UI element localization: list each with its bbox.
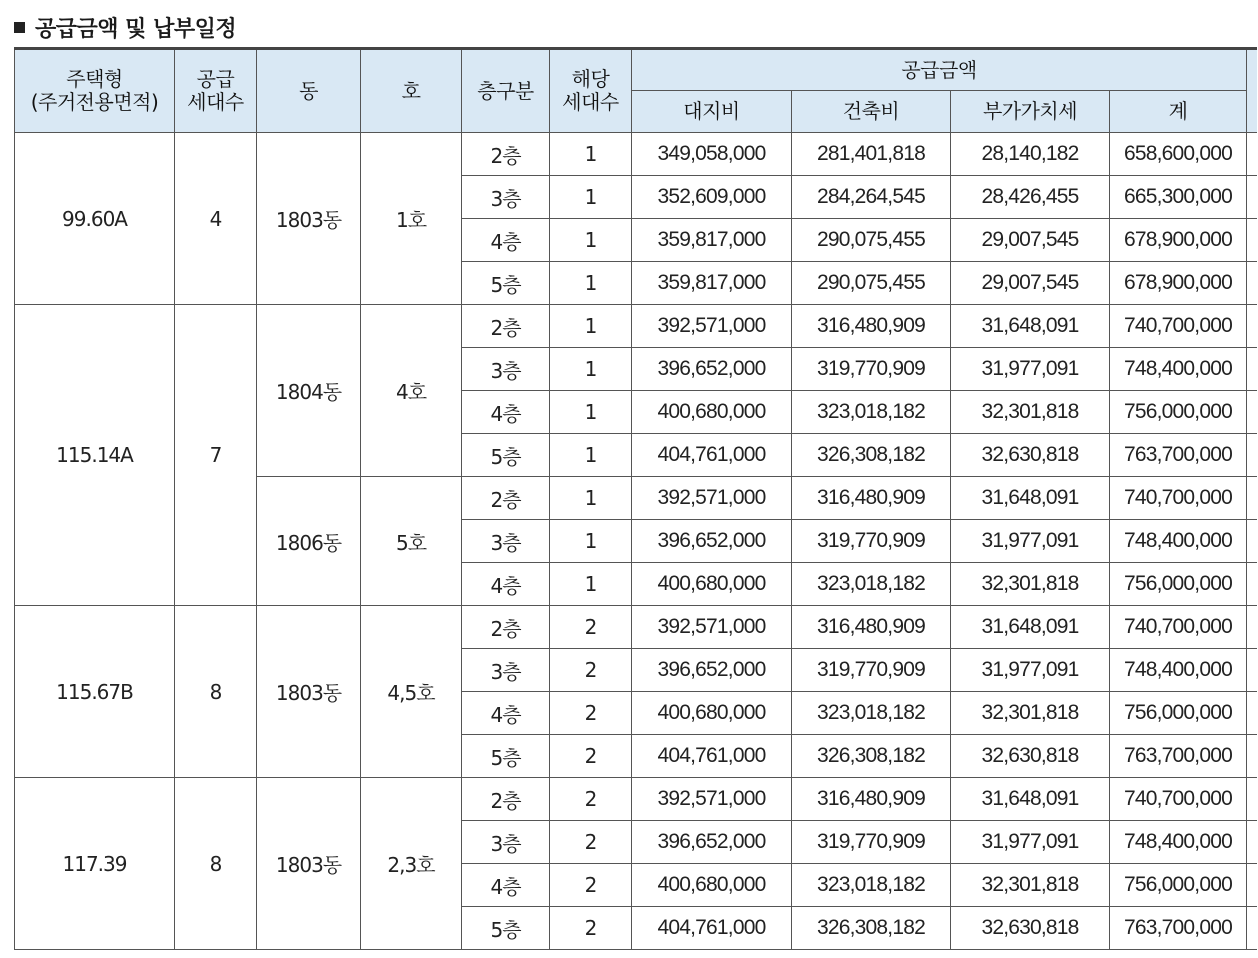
cell-building-price: 316,480,909 <box>792 477 951 520</box>
table-row <box>15 305 1257 348</box>
cell-floor: 3층 <box>462 520 550 563</box>
cell-supply-units: 7 <box>175 305 257 606</box>
cell-building-price: 323,018,182 <box>792 563 951 606</box>
cell-units: 1 <box>550 219 632 262</box>
cell-total: 763,700,000 <box>1110 735 1247 778</box>
cell-building-price: 326,308,182 <box>792 735 951 778</box>
cell-dong: 1806동 <box>257 477 361 606</box>
header-supply-units: 공급 세대수 <box>175 49 257 133</box>
cell-floor: 4층 <box>462 563 550 606</box>
cell-units: 1 <box>550 262 632 305</box>
cell-total: 748,400,000 <box>1110 649 1247 692</box>
header-building: 건축비 <box>792 91 951 133</box>
cell-supply-units: 8 <box>175 606 257 778</box>
cell-cut-column <box>1247 821 1257 864</box>
cell-land-price: 352,609,000 <box>632 176 792 219</box>
cell-floor: 3층 <box>462 821 550 864</box>
cell-floor: 2층 <box>462 305 550 348</box>
cell-ho: 4호 <box>361 305 462 477</box>
cell-total: 678,900,000 <box>1110 262 1247 305</box>
cell-building-price: 316,480,909 <box>792 606 951 649</box>
cell-total: 678,900,000 <box>1110 219 1247 262</box>
cell-total: 748,400,000 <box>1110 520 1247 563</box>
cell-cut-column <box>1247 391 1257 434</box>
cell-vat: 28,140,182 <box>951 133 1110 176</box>
header-ho: 호 <box>361 49 462 133</box>
section-title <box>14 8 236 46</box>
cell-land-price: 392,571,000 <box>632 305 792 348</box>
header-land: 대지비 <box>632 91 792 133</box>
cell-units: 2 <box>550 907 632 950</box>
header-price-group: 공급금액 <box>632 49 1247 91</box>
cell-vat: 31,648,091 <box>951 778 1110 821</box>
cell-vat: 29,007,545 <box>951 262 1110 305</box>
cell-total: 740,700,000 <box>1110 477 1247 520</box>
cell-building-price: 319,770,909 <box>792 649 951 692</box>
cell-land-price: 359,817,000 <box>632 262 792 305</box>
cell-vat: 29,007,545 <box>951 219 1110 262</box>
cell-total: 658,600,000 <box>1110 133 1247 176</box>
square-bullet-icon <box>14 22 25 33</box>
cell-cut-column <box>1247 434 1257 477</box>
cell-floor: 5층 <box>462 907 550 950</box>
cell-floor: 3층 <box>462 649 550 692</box>
cell-floor: 3층 <box>462 348 550 391</box>
cell-vat: 32,301,818 <box>951 391 1110 434</box>
cell-dong: 1804동 <box>257 305 361 477</box>
cell-vat: 32,301,818 <box>951 563 1110 606</box>
cell-ho: 4,5호 <box>361 606 462 778</box>
cell-floor: 4층 <box>462 391 550 434</box>
cell-building-price: 319,770,909 <box>792 821 951 864</box>
cell-units: 2 <box>550 649 632 692</box>
cell-total: 756,000,000 <box>1110 563 1247 606</box>
cell-building-price: 323,018,182 <box>792 692 951 735</box>
cell-land-price: 396,652,000 <box>632 821 792 864</box>
cell-total: 740,700,000 <box>1110 606 1247 649</box>
cell-vat: 32,630,818 <box>951 907 1110 950</box>
cell-land-price: 349,058,000 <box>632 133 792 176</box>
cell-land-price: 400,680,000 <box>632 864 792 907</box>
section-title-text: 공급금액 및 납부일정 <box>35 16 237 42</box>
cell-cut-column <box>1247 348 1257 391</box>
cell-units: 1 <box>550 477 632 520</box>
cell-total: 740,700,000 <box>1110 305 1247 348</box>
cell-floor: 4층 <box>462 864 550 907</box>
cell-supply-units: 8 <box>175 778 257 950</box>
cell-ho: 5호 <box>361 477 462 606</box>
cell-building-price: 326,308,182 <box>792 907 951 950</box>
cell-floor: 4층 <box>462 692 550 735</box>
cell-house-type: 117.39 <box>15 778 175 950</box>
cell-dong: 1803동 <box>257 778 361 950</box>
cell-floor: 2층 <box>462 778 550 821</box>
cell-total: 756,000,000 <box>1110 391 1247 434</box>
cell-cut-column <box>1247 864 1257 907</box>
cell-total: 665,300,000 <box>1110 176 1247 219</box>
cell-land-price: 404,761,000 <box>632 434 792 477</box>
header-floor-class: 층구분 <box>462 49 550 133</box>
cell-vat: 32,630,818 <box>951 735 1110 778</box>
cell-vat: 31,977,091 <box>951 821 1110 864</box>
cell-vat: 31,648,091 <box>951 606 1110 649</box>
cell-building-price: 316,480,909 <box>792 778 951 821</box>
header-vat: 부가가치세 <box>951 91 1110 133</box>
cell-vat: 31,977,091 <box>951 348 1110 391</box>
cell-house-type: 99.60A <box>15 133 175 305</box>
cell-cut-column <box>1247 176 1257 219</box>
cell-land-price: 392,571,000 <box>632 778 792 821</box>
cell-building-price: 316,480,909 <box>792 305 951 348</box>
cell-building-price: 290,075,455 <box>792 262 951 305</box>
cell-units: 1 <box>550 305 632 348</box>
cell-cut-column <box>1247 305 1257 348</box>
cell-building-price: 284,264,545 <box>792 176 951 219</box>
cell-cut-column <box>1247 133 1257 176</box>
cell-building-price: 323,018,182 <box>792 391 951 434</box>
cell-total: 740,700,000 <box>1110 778 1247 821</box>
cell-building-price: 326,308,182 <box>792 434 951 477</box>
cell-house-type: 115.14A <box>15 305 175 606</box>
cell-cut-column <box>1247 219 1257 262</box>
cell-land-price: 400,680,000 <box>632 391 792 434</box>
cell-floor: 2층 <box>462 477 550 520</box>
cell-land-price: 400,680,000 <box>632 692 792 735</box>
table-row <box>15 778 1257 821</box>
cell-ho: 2,3호 <box>361 778 462 950</box>
cell-units: 1 <box>550 520 632 563</box>
cell-units: 2 <box>550 692 632 735</box>
cell-dong: 1803동 <box>257 606 361 778</box>
cell-units: 2 <box>550 864 632 907</box>
cell-land-price: 396,652,000 <box>632 649 792 692</box>
header-cut-column <box>1247 49 1257 133</box>
cell-total: 763,700,000 <box>1110 907 1247 950</box>
cell-vat: 31,977,091 <box>951 649 1110 692</box>
cell-cut-column <box>1247 606 1257 649</box>
cell-dong: 1803동 <box>257 133 361 305</box>
cell-units: 1 <box>550 348 632 391</box>
cell-ho: 1호 <box>361 133 462 305</box>
cell-cut-column <box>1247 262 1257 305</box>
cell-units: 2 <box>550 778 632 821</box>
header-house-type: 주택형 (주거전용면적) <box>15 49 175 133</box>
cell-units: 1 <box>550 133 632 176</box>
cell-total: 748,400,000 <box>1110 348 1247 391</box>
cell-units: 2 <box>550 606 632 649</box>
header-dong: 동 <box>257 49 361 133</box>
cell-total: 756,000,000 <box>1110 864 1247 907</box>
cell-cut-column <box>1247 907 1257 950</box>
cell-units: 1 <box>550 391 632 434</box>
cell-floor: 2층 <box>462 606 550 649</box>
cell-units: 1 <box>550 176 632 219</box>
cell-land-price: 396,652,000 <box>632 348 792 391</box>
cell-building-price: 319,770,909 <box>792 348 951 391</box>
cell-units: 2 <box>550 735 632 778</box>
cell-units: 2 <box>550 821 632 864</box>
cell-vat: 31,648,091 <box>951 305 1110 348</box>
cell-floor: 5층 <box>462 262 550 305</box>
cell-floor: 5층 <box>462 735 550 778</box>
cell-land-price: 392,571,000 <box>632 606 792 649</box>
header-units: 해당 세대수 <box>550 49 632 133</box>
cell-cut-column <box>1247 477 1257 520</box>
cell-cut-column <box>1247 520 1257 563</box>
cell-land-price: 392,571,000 <box>632 477 792 520</box>
cell-vat: 32,301,818 <box>951 692 1110 735</box>
cell-floor: 4층 <box>462 219 550 262</box>
cell-cut-column <box>1247 692 1257 735</box>
cell-building-price: 323,018,182 <box>792 864 951 907</box>
cell-cut-column <box>1247 563 1257 606</box>
cell-building-price: 290,075,455 <box>792 219 951 262</box>
cell-land-price: 396,652,000 <box>632 520 792 563</box>
cell-vat: 32,301,818 <box>951 864 1110 907</box>
cell-land-price: 404,761,000 <box>632 907 792 950</box>
cell-floor: 2층 <box>462 133 550 176</box>
cell-cut-column <box>1247 735 1257 778</box>
cell-total: 763,700,000 <box>1110 434 1247 477</box>
cell-land-price: 359,817,000 <box>632 219 792 262</box>
cell-units: 1 <box>550 563 632 606</box>
cell-total: 756,000,000 <box>1110 692 1247 735</box>
cell-total: 748,400,000 <box>1110 821 1247 864</box>
cell-land-price: 400,680,000 <box>632 563 792 606</box>
cell-vat: 31,977,091 <box>951 520 1110 563</box>
cell-floor: 3층 <box>462 176 550 219</box>
cell-vat: 32,630,818 <box>951 434 1110 477</box>
cell-cut-column <box>1247 649 1257 692</box>
supply-price-table <box>14 47 1257 950</box>
cell-house-type: 115.67B <box>15 606 175 778</box>
header-total: 계 <box>1110 91 1247 133</box>
cell-vat: 31,648,091 <box>951 477 1110 520</box>
cell-cut-column <box>1247 778 1257 821</box>
cell-building-price: 281,401,818 <box>792 133 951 176</box>
cell-land-price: 404,761,000 <box>632 735 792 778</box>
table-row <box>15 606 1257 649</box>
cell-supply-units: 4 <box>175 133 257 305</box>
cell-building-price: 319,770,909 <box>792 520 951 563</box>
cell-units: 1 <box>550 434 632 477</box>
table-row <box>15 133 1257 176</box>
table-body <box>15 133 1257 950</box>
cell-vat: 28,426,455 <box>951 176 1110 219</box>
cell-floor: 5층 <box>462 434 550 477</box>
